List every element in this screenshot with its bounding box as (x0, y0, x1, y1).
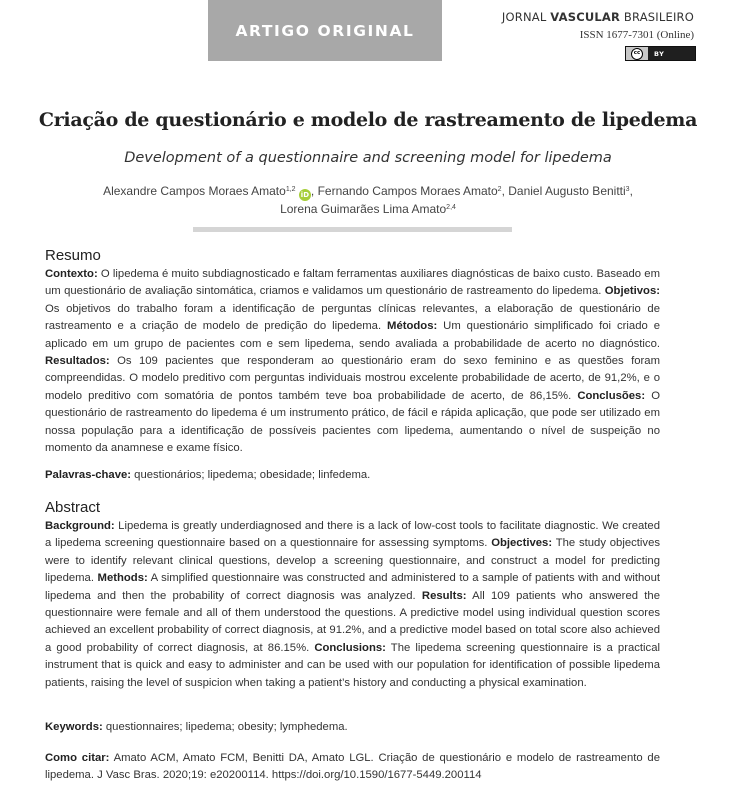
resumo-heading: Resumo (45, 247, 101, 264)
cc-icon: cc (631, 48, 643, 60)
methods-text: A simplified questionnaire was constructed and administered to a sample of patients with and without lipedema and then the probability of correct diagnosis was analyzed. (45, 572, 660, 602)
conclusoes-text: O questionário de rastreamento do lipedema é um instrumento prático, de fácil e rápida aplicação, que pode ser utilizado em nossa população para a identificação de possíveis pacientes com lipedema, aumentando o nível de suspeição no momento da anamnese e exame físico. (45, 389, 660, 455)
objetivos-text: Os objetivos do trabalho foram a identificação de perguntas clínicas relevantes, a elaboração de questionário de rastreamento e a criação de modelo de predição do lipedema. (45, 302, 660, 333)
article-type-banner: ARTIGO ORIGINAL (208, 0, 442, 61)
cc-logo (626, 47, 648, 60)
objectives-label: Objectives: (491, 537, 553, 550)
citation (45, 750, 660, 785)
metodos-label: Métodos: (387, 320, 438, 333)
background-label: Background: (45, 520, 115, 532)
issn: ISSN 1677-7301 (Online) (579, 29, 694, 41)
article-subtitle: Development of a questionnaire and screening model for lipedema (124, 150, 612, 166)
citation-text[interactable]: Amato ACM, Amato FCM, Benitti DA, Amato LGL. Criação de questionário e modelo de rastreamento de lipedema. J Vasc Bras. 2020;19: e20200114. https://doi.org/10.1590/1677-5449.200114 (45, 752, 660, 782)
author-affiliation: 2 (497, 186, 502, 193)
palavras-chave-label: Palavras-chave: (45, 469, 132, 481)
section-divider (193, 227, 512, 232)
conclusions-text: The lipedema screening questionnaire is a practical instrument that is quick and easy to administer and can be used with our population for identification of possible lipedema patients, raising the level of suspicion when taking a patient’s history and conducting a physical examination. (45, 641, 660, 689)
author-name[interactable]: Alexandre Campos Moraes Amato (103, 184, 286, 198)
resultados-text: Os 109 pacientes que responderam ao questionário eram do sexo feminino e as questões foram compreendidas. O modelo preditivo com perguntas individuais mostrou excelente probabilidade de acerto, de 91,2%, e o modelo preditivo com somatória de pontos também teve boa probabilidade de acerto, de 86,15%. (45, 355, 660, 402)
keywords (45, 719, 685, 736)
article-title: Criação de questionário e modelo de rastreamento de lipedema (38, 109, 698, 131)
journal-name (502, 10, 694, 24)
author-affiliation: 1,2 (285, 186, 296, 193)
author-name[interactable]: Lorena Guimarães Lima Amato (280, 202, 447, 216)
cc-by-license-badge[interactable] (625, 46, 696, 61)
palavras-chave (45, 467, 685, 484)
resumo-body (45, 266, 660, 457)
palavras-chave-text: questionários; lipedema; obesidade; linfedema. (131, 469, 371, 481)
abstract-body (45, 518, 660, 692)
conclusions-label: Conclusions: (314, 641, 386, 654)
metodos-text: Um questionário simplificado foi criado e aplicado em um grupo de pacientes com e sem lipedema, sendo avaliada a probabilidade de acerto no diagnóstico. (45, 320, 660, 350)
results-label: Results: (421, 589, 467, 602)
contexto-label: Contexto: (45, 268, 98, 280)
author-affiliation: 2,4 (446, 204, 456, 211)
orcid-icon[interactable]: iD (300, 191, 310, 199)
objetivos-label: Objetivos: (604, 285, 660, 298)
author-affiliation: 3 (625, 186, 630, 193)
background-text: Lipedema is greatly underdiagnosed and there is a lack of low-cost tools to facilitate diagnostic. We created a lipedema screening questionnaire based on a questionnaire for assessing symptoms. (45, 520, 660, 550)
resultados-label: Resultados: (45, 355, 110, 368)
journal-name-bold: VASCULAR (550, 10, 621, 24)
journal-name-suffix: BRASILEIRO (620, 10, 694, 24)
keywords-label: Keywords: (45, 721, 103, 733)
contexto-text: O lipedema é muito subdiagnosticado e faltam ferramentas auxiliares diagnósticas de baixo custo. Baseado em um questionário de avaliação sintomática, criamos e validamos um questionário de rastreamento do lipedema. (45, 268, 660, 298)
author-name[interactable]: Fernando Campos Moraes Amato (317, 184, 498, 198)
conclusoes-label: Conclusões: (577, 389, 646, 402)
journal-name-prefix: JORNAL (501, 10, 551, 24)
author-list: Alexandre Campos Moraes Amato$^{1,2}$ iD , Fernando Campos Moraes Amato$^2$, Daniel Augusto Benitti$^3$, Lorena Guimarães Lima Amato$^{2,4}$ (103, 184, 633, 216)
keywords-text: questionnaires; lipedema; obesity; lymphedema. (102, 721, 348, 733)
by-label: BY (654, 49, 665, 58)
abstract-heading: Abstract (45, 499, 101, 516)
objectives-text: The study objectives were to identify relevant clinical questions, develop a screening questionnaire, and construct a model for predicting lipedema. (45, 537, 660, 585)
results-text: All 109 patients who answered the questionnaire were female and all of them understood the questions. A predictive model using individual question scores achieved an excellent probability of correct diagnosis, at 91.2%, and a predictive model based on total score also achieved a good probability of correct diagnosis, at 86.15%. (45, 589, 661, 654)
citation-label: Como citar: (45, 752, 110, 764)
methods-label: Methods: (97, 572, 148, 585)
author-name[interactable]: Daniel Augusto Benitti (508, 184, 626, 198)
